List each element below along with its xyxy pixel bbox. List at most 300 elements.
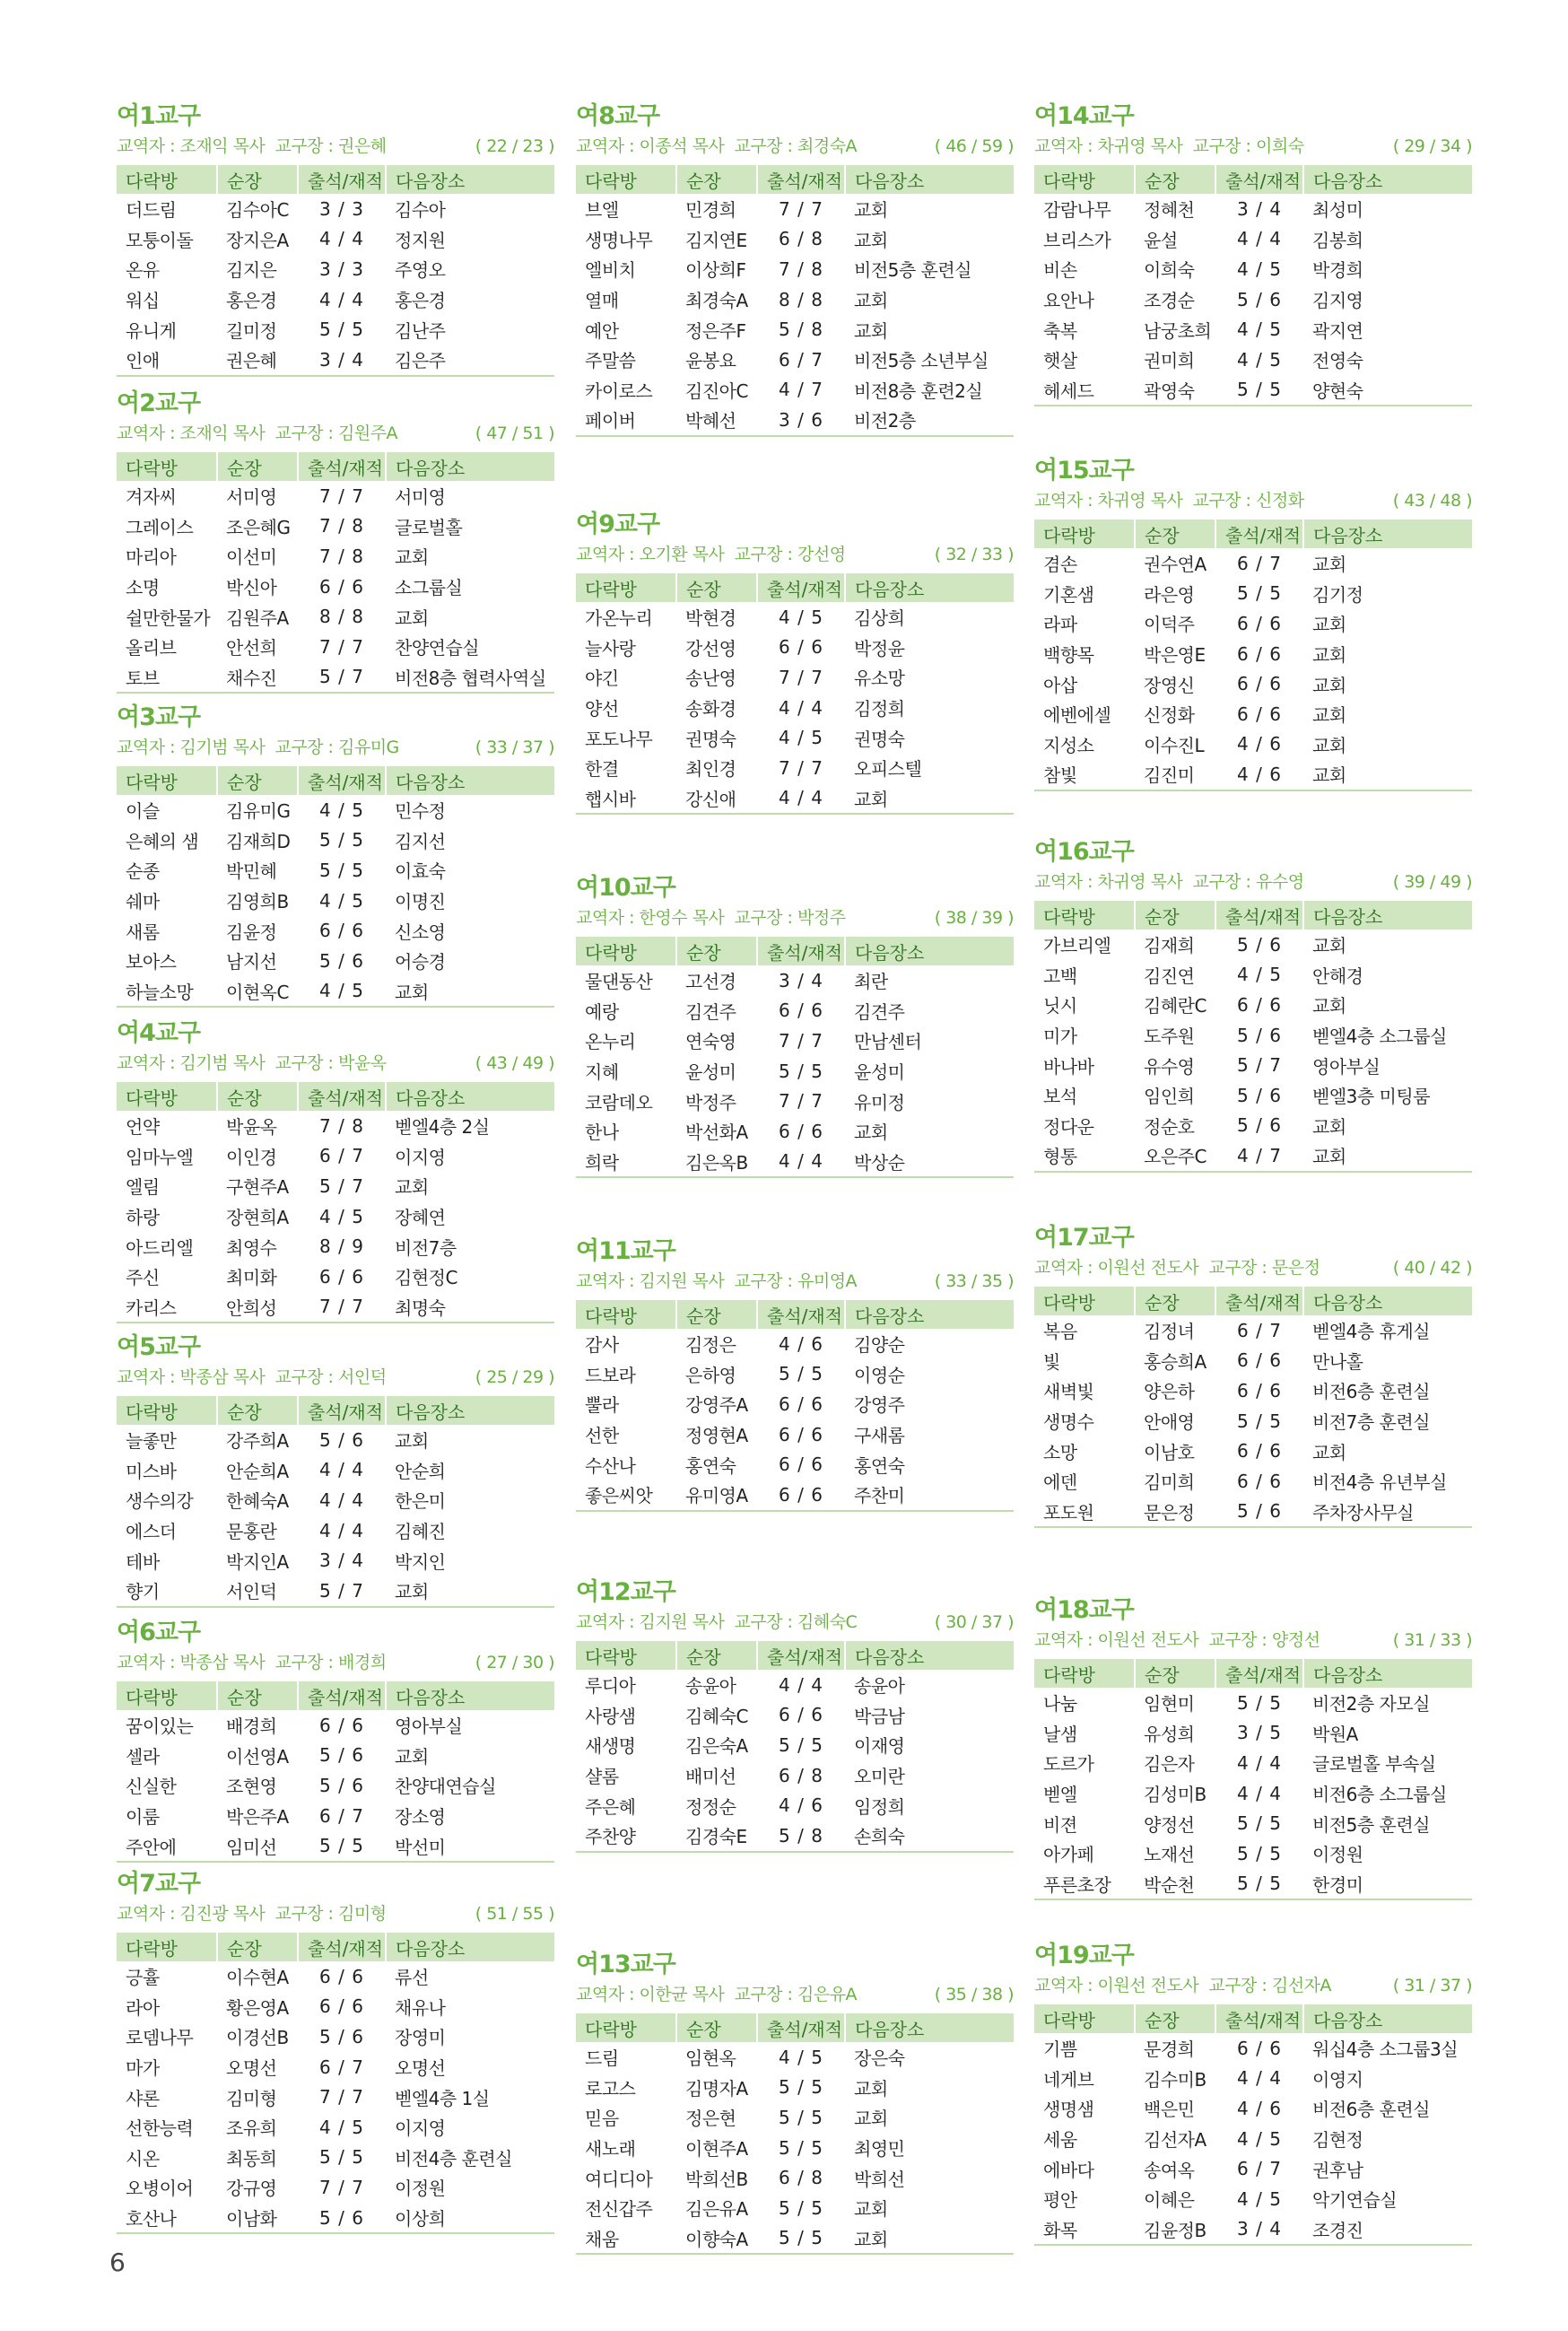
cell-attendance: 5 / 5: [1237, 1691, 1282, 1714]
table-row: [576, 1760, 1014, 1791]
cell-attendance: 6 / 7: [319, 1804, 364, 1827]
header-leader: 순장: [676, 937, 757, 965]
cell-room: 하늘소망: [117, 976, 217, 1008]
cell-leader: 양은하: [1144, 1381, 1195, 1403]
cell-room: 야긴: [585, 668, 619, 690]
cell-next-place: 이정원: [395, 2178, 446, 2200]
cell-room: 워십: [126, 290, 160, 312]
table-row: [576, 1449, 1014, 1480]
cell-leader: 권미희: [1144, 350, 1195, 372]
attendance-ratio: ( 30 / 37 ): [934, 1612, 1014, 1632]
cell-attendance: 6 / 6: [319, 575, 364, 598]
district-staff: [576, 133, 857, 160]
cell-leader: 곽영숙: [1135, 375, 1215, 406]
cell-attendance: 5 / 8: [779, 319, 823, 341]
district-block: [1034, 455, 1472, 791]
cell-leader: 배미선: [685, 1766, 736, 1788]
header-attendance: 출석/재적: [298, 452, 386, 481]
cell-attendance: 5 / 5: [779, 1363, 823, 1385]
cell-attendance: 5 / 7: [319, 1174, 364, 1197]
table-header-row: [117, 1681, 554, 1710]
table-row: [117, 1111, 554, 1141]
cell-next-place: 비전5층 훈련실: [854, 259, 972, 282]
cell-room: 사랑샘: [585, 1705, 636, 1727]
district-table: [117, 1082, 554, 1323]
cell-next-place: 이상희: [386, 2203, 554, 2234]
table-row: [117, 1292, 554, 1323]
table-row: [576, 314, 1014, 345]
attendance-ratio: ( 31 / 37 ): [1392, 1976, 1472, 1995]
cell-leader: 김혜란C: [1144, 995, 1206, 1017]
cell-leader: 채수진: [217, 662, 298, 694]
cell-leader: 한혜숙A: [226, 1490, 289, 1513]
cell-leader: 박윤옥: [226, 1116, 277, 1139]
cell-room: 소명: [126, 577, 160, 599]
table-row: [1034, 1466, 1472, 1497]
cell-leader: 남궁초희: [1144, 319, 1212, 342]
cell-next-place: 윤성미: [854, 1061, 905, 1084]
header-leader: 순장: [676, 573, 757, 602]
cell-leader: 조유희: [226, 2117, 277, 2140]
attendance-ratio: ( 32 / 33 ): [934, 545, 1014, 564]
table-row: [1034, 2124, 1472, 2154]
cell-room: 한나: [585, 1122, 619, 1144]
header-attendance: 출석/재적: [757, 1641, 845, 1670]
cell-attendance: 4 / 6: [1215, 759, 1303, 790]
cell-leader: 송화경: [685, 698, 736, 720]
district-title: 여7교구: [117, 1870, 201, 1898]
cell-room: 오병이어: [126, 2178, 194, 2200]
table-row: [117, 224, 554, 255]
cell-next-place: 교회: [1312, 674, 1346, 696]
cell-next-place: 교회: [854, 1122, 888, 1144]
table-row: [117, 1231, 554, 1262]
cell-room: 가온누리: [585, 607, 653, 630]
header-next-place: 다음장소: [1303, 1659, 1472, 1688]
header-attendance: 출석/재적: [757, 165, 845, 194]
table-row: [1034, 1869, 1472, 1900]
cell-room: 엘림: [126, 1176, 160, 1199]
district-meta: [1034, 1627, 1472, 1654]
cell-attendance: 5 / 6: [1237, 1024, 1282, 1046]
table-row: [1034, 579, 1472, 609]
table-row: [117, 1425, 554, 1455]
cell-attendance: 5 / 5: [779, 1060, 823, 1082]
cell-room: 모퉁이돌: [126, 229, 194, 251]
cell-room: 세움: [1043, 2129, 1077, 2152]
cell-room: 축복: [1043, 319, 1077, 342]
cell-next-place: 김상희: [854, 607, 905, 630]
cell-leader: 김미형: [226, 2087, 277, 2109]
attendance-ratio: ( 43 / 48 ): [1392, 491, 1472, 511]
cell-leader: 이혜은: [1144, 2189, 1195, 2212]
cell-attendance: 4 / 4: [319, 228, 364, 250]
table-row: [1034, 930, 1472, 960]
district-block: [576, 1235, 1014, 1512]
cell-attendance: 4 / 4: [779, 696, 823, 719]
district-block: [117, 1331, 554, 1608]
header-attendance: 출석/재적: [1215, 901, 1303, 930]
cell-leader: 김은숙A: [685, 1735, 748, 1758]
cell-leader: 강주희A: [226, 1430, 289, 1453]
district-title: 여1교구: [117, 102, 201, 130]
cell-attendance: 4 / 5: [1237, 2127, 1282, 2150]
district-pastor: 교역자 : 김지원 목사: [576, 1271, 725, 1291]
cell-next-place: 김혜진: [395, 1521, 446, 1543]
table-row: [576, 633, 1014, 663]
cell-attendance: 6 / 6: [779, 1120, 823, 1142]
cell-attendance: 5 / 5: [319, 2146, 364, 2169]
cell-room: 요안나: [1043, 290, 1094, 312]
header-attendance: 출석/재적: [1215, 519, 1303, 548]
header-room: 다락방: [117, 1396, 217, 1425]
header-attendance: 출석/재적: [1215, 1659, 1303, 1688]
cell-attendance: 6 / 7: [1237, 552, 1282, 574]
cell-next-place: 찬양연습실: [395, 637, 480, 659]
table-row: [576, 753, 1014, 783]
district-block: [1034, 1594, 1472, 1900]
table-row: [576, 2223, 1014, 2255]
table-row: [117, 632, 554, 662]
cell-leader: 라은영: [1144, 583, 1195, 606]
cell-next-place: 류선: [395, 1967, 429, 1989]
cell-room: 아가페: [1043, 1844, 1094, 1866]
cell-leader: 이상희F: [685, 259, 746, 282]
table-row: [1034, 2184, 1472, 2214]
cell-leader: 권은혜: [217, 345, 298, 376]
cell-room: 생명수: [1043, 1411, 1094, 1434]
cell-room: 하랑: [126, 1207, 160, 1229]
district-leader: 교구장 : 박정주: [734, 908, 846, 928]
attendance-ratio: ( 25 / 29 ): [475, 1367, 554, 1387]
cell-leader: 조현영: [226, 1776, 277, 1798]
cell-attendance: 5 / 6: [319, 2025, 364, 2047]
district-title: 여14교구: [1034, 102, 1134, 130]
cell-room: 날샘: [1043, 1723, 1077, 1745]
attendance-ratio: ( 33 / 37 ): [475, 738, 554, 757]
header-attendance: 출석/재적: [757, 573, 845, 602]
table-row: [117, 2052, 554, 2082]
table-row: [1034, 194, 1472, 224]
cell-room: 주신: [126, 1267, 160, 1289]
cell-leader: 배경희: [226, 1716, 277, 1738]
cell-leader: 김지은: [226, 259, 277, 282]
table-row: [576, 1026, 1014, 1056]
cell-attendance: 4 / 5: [1237, 964, 1282, 986]
cell-next-place: 이영순: [854, 1364, 905, 1386]
cell-attendance: 6 / 7: [1237, 1319, 1282, 1341]
cell-leader: 문경희: [1144, 2039, 1195, 2061]
cell-attendance: 6 / 8: [779, 228, 823, 250]
cell-attendance: 3 / 3: [319, 197, 364, 220]
cell-attendance: 7 / 8: [779, 258, 823, 280]
cell-leader: 김진아C: [685, 380, 748, 402]
cell-room: 온유: [126, 259, 160, 282]
district-meta: [576, 904, 1014, 931]
header-room: 다락방: [117, 165, 217, 194]
district-pastor: 교역자 : 이원선 전도사: [1034, 1630, 1199, 1650]
cell-leader: 민경희: [685, 199, 736, 222]
cell-leader: 임현미: [1144, 1693, 1195, 1716]
cell-next-place: 오명선: [395, 2057, 446, 2080]
table-row: [117, 946, 554, 976]
table-row: [1034, 1808, 1472, 1838]
cell-next-place: 벧엘4층 1실: [395, 2087, 490, 2109]
district-leader: 교구장 : 유미영A: [734, 1271, 858, 1291]
cell-room: 포도나무: [585, 728, 653, 750]
header-room: 다락방: [117, 1082, 217, 1111]
header-leader: 순장: [1135, 901, 1215, 930]
cell-attendance: 6 / 6: [319, 1265, 364, 1288]
district-meta: [576, 1609, 1014, 1636]
cell-attendance: 4 / 6: [779, 1332, 823, 1355]
cell-room: 희락: [576, 1147, 676, 1178]
cell-room: 마가: [126, 2057, 160, 2080]
header-room: 다락방: [576, 937, 676, 965]
district-block: [117, 1017, 554, 1323]
cell-next-place: 비전6층 훈련실: [1312, 1381, 1431, 1403]
cell-attendance: 6 / 6: [779, 1392, 823, 1415]
cell-attendance: 6 / 6: [1237, 993, 1282, 1016]
district-pastor: 교역자 : 박종삼 목사: [117, 1653, 266, 1672]
district-meta: [117, 133, 554, 160]
cell-next-place: 만나홀: [1312, 1350, 1363, 1373]
table-row: [576, 2162, 1014, 2193]
cell-leader: 박혜선: [676, 405, 757, 436]
cell-next-place: 교회: [854, 229, 888, 251]
cell-room: 브리스가: [1043, 229, 1111, 251]
cell-room: 코람데오: [585, 1091, 653, 1113]
header-next-place: 다음장소: [845, 2013, 1014, 2042]
cell-leader: 조경순: [1144, 290, 1195, 312]
cell-next-place: 박지인: [395, 1550, 446, 1573]
cell-next-place: 오미란: [854, 1766, 905, 1788]
cell-leader: 김선자A: [1144, 2129, 1206, 2152]
cell-next-place: 교회: [1312, 704, 1346, 727]
cell-leader: 김명자A: [685, 2077, 748, 2100]
cell-next-place: 교회: [1312, 644, 1346, 667]
table-row: [1034, 1315, 1472, 1346]
cell-leader: 김윤정B: [1135, 2214, 1215, 2246]
cell-attendance: 5 / 6: [319, 1744, 364, 1767]
cell-room: 지혜: [585, 1061, 619, 1084]
header-room: 다락방: [1034, 165, 1135, 194]
district-pastor: 교역자 : 차귀영 목사: [1034, 136, 1183, 156]
cell-room: 늘좋만: [126, 1430, 177, 1453]
cell-attendance: 5 / 6: [1215, 1497, 1303, 1528]
cell-next-place: 서미영: [395, 486, 446, 509]
table-row: [576, 783, 1014, 815]
cell-leader: 박정주: [685, 1091, 736, 1113]
district-leader: 교구장 : 박윤옥: [274, 1053, 387, 1073]
cell-leader: 이현주A: [685, 2138, 748, 2161]
cell-leader: 박순천: [1135, 1869, 1215, 1900]
table-row: [1034, 375, 1472, 406]
cell-room: 그레이스: [126, 516, 194, 538]
cell-attendance: 5 / 5: [1237, 582, 1282, 605]
header-next-place: 다음장소: [386, 766, 554, 795]
table-row: [117, 2172, 554, 2203]
table-row: [1034, 699, 1472, 729]
cell-next-place: 최영민: [854, 2138, 905, 2161]
cell-next-place: 주차장사무실: [1303, 1497, 1472, 1528]
cell-next-place: 어승경: [395, 951, 446, 973]
district-table: [1034, 1659, 1472, 1900]
cell-leader: 김재희: [1144, 935, 1195, 957]
cell-leader: 강영주A: [685, 1394, 748, 1417]
cell-room: 복음: [1043, 1321, 1077, 1343]
cell-next-place: 김지선: [395, 830, 446, 852]
district-leader: 교구장 : 양정선: [1208, 1630, 1320, 1650]
cell-next-place: 교회: [1312, 614, 1346, 636]
district-title: 여18교구: [1034, 1596, 1134, 1624]
table-row: [576, 965, 1014, 996]
cell-next-place: 비전2층 자모실: [1312, 1693, 1431, 1716]
cell-room: 라아: [126, 1996, 160, 2019]
header-next-place: 다음장소: [386, 165, 554, 194]
cell-next-place: 이재영: [854, 1735, 905, 1758]
cell-attendance: 7 / 7: [319, 2176, 364, 2198]
attendance-ratio: ( 31 / 33 ): [1392, 1630, 1472, 1650]
table-row: [1034, 2214, 1472, 2246]
attendance-ratio: ( 46 / 59 ): [934, 136, 1014, 156]
cell-room: 신실한: [126, 1776, 177, 1798]
cell-leader: 장영신: [1144, 674, 1195, 696]
table-row: [1034, 1375, 1472, 1406]
table-row: [117, 2203, 554, 2234]
cell-leader: 이향숙A: [676, 2223, 757, 2255]
cell-next-place: 김난주: [395, 319, 446, 342]
cell-attendance: 4 / 5: [1237, 319, 1282, 341]
cell-attendance: 4 / 4: [319, 1489, 364, 1511]
district-table: [117, 165, 554, 377]
cell-leader: 이남호: [1144, 1441, 1195, 1463]
cell-next-place: 김견주: [854, 1000, 905, 1023]
cell-room: 미가: [1043, 1026, 1077, 1048]
header-next-place: 다음장소: [1303, 1287, 1472, 1315]
cell-room: 순종: [126, 860, 160, 883]
cell-attendance: 5 / 5: [298, 1830, 386, 1862]
district-title: 여19교구: [1034, 1942, 1134, 1969]
cell-room: 보석: [1043, 1086, 1077, 1108]
cell-leader: 김성미B: [1144, 1784, 1206, 1806]
district-leader: 교구장 : 문은정: [1208, 1258, 1320, 1278]
table-row: [117, 314, 554, 345]
cell-leader: 임현옥: [685, 2047, 736, 2070]
cell-next-place: 김지영: [1312, 290, 1363, 312]
cell-room: 은혜의 샘: [126, 830, 199, 852]
district-meta: [576, 133, 1014, 160]
cell-next-place: 교회: [395, 546, 429, 569]
cell-attendance: 5 / 5: [779, 2106, 823, 2128]
cell-room: 드보라: [585, 1364, 636, 1386]
table-header-row: [117, 165, 554, 194]
district-title: 여8교구: [576, 102, 660, 130]
header-leader: 순장: [217, 1933, 298, 1961]
district-leader: 교구장 : 배경희: [274, 1653, 387, 1672]
cell-room: 참빛: [1034, 759, 1135, 790]
table-row: [576, 194, 1014, 224]
header-next-place: 다음장소: [845, 165, 1014, 194]
cell-next-place: 박원A: [1312, 1723, 1358, 1745]
district-table: [1034, 165, 1472, 406]
cell-attendance: 4 / 5: [1237, 2187, 1282, 2210]
cell-leader: 이수현A: [226, 1967, 289, 1989]
cell-attendance: 7 / 7: [319, 2086, 364, 2108]
district-staff: [576, 1981, 857, 2008]
table-row: [117, 1801, 554, 1831]
cell-leader: 정순호: [1144, 1115, 1195, 1138]
attendance-ratio: ( 22 / 23 ): [475, 136, 554, 156]
cell-next-place: 안해경: [1312, 965, 1363, 987]
header-next-place: 다음장소: [845, 1300, 1014, 1329]
table-header-row: [117, 1082, 554, 1111]
cell-leader: 도주원: [1144, 1026, 1195, 1048]
cell-leader: 문홍란: [226, 1521, 277, 1543]
table-row: [576, 405, 1014, 436]
district-table: [1034, 1287, 1472, 1528]
cell-next-place: 악기연습실: [1312, 2189, 1398, 2212]
cell-next-place: 비전2층: [845, 405, 1014, 436]
header-room: 다락방: [117, 452, 217, 481]
cell-next-place: 최명숙: [386, 1292, 554, 1323]
cell-attendance: 6 / 7: [319, 2056, 364, 2078]
district-table: [576, 2013, 1014, 2255]
table-row: [1034, 1111, 1472, 1141]
table-row: [117, 855, 554, 886]
table-row: [117, 194, 554, 224]
cell-leader: 이인경: [226, 1146, 277, 1168]
cell-room: 도르가: [1043, 1753, 1094, 1776]
cell-leader: 송윤아: [685, 1675, 736, 1698]
district-meta: [1034, 1254, 1472, 1281]
cell-room: 엘비치: [585, 259, 636, 282]
table-row: [576, 1359, 1014, 1390]
cell-attendance: 7 / 8: [319, 545, 364, 567]
cell-attendance: 4 / 4: [757, 1147, 845, 1178]
table-row: [1034, 1688, 1472, 1718]
cell-room: 겸손: [1043, 554, 1077, 576]
table-header-row: [117, 1933, 554, 1961]
cell-attendance: 4 / 5: [319, 889, 364, 912]
cell-attendance: 7 / 7: [779, 756, 823, 779]
district-title: 여11교구: [576, 1237, 675, 1265]
cell-next-place: 비전6층 소그룹실: [1312, 1784, 1447, 1806]
attendance-ratio: ( 43 / 49 ): [475, 1053, 554, 1073]
cell-attendance: 3 / 4: [1215, 2214, 1303, 2246]
cell-leader: 유미영A: [676, 1480, 757, 1511]
cell-room: 셀라: [126, 1745, 160, 1768]
cell-leader: 서인덕: [217, 1576, 298, 1607]
district-pastor: 교역자 : 차귀영 목사: [1034, 872, 1183, 892]
cell-leader: 양정선: [1144, 1813, 1195, 1836]
cell-room: 올리브: [126, 637, 177, 659]
table-row: [1034, 2064, 1472, 2094]
cell-next-place: 이정원: [1312, 1844, 1363, 1866]
cell-room: 늘사랑: [585, 637, 636, 659]
cell-attendance: 6 / 6: [779, 636, 823, 659]
table-row: [576, 1820, 1014, 1852]
district-block: [1034, 836, 1472, 1173]
header-next-place: 다음장소: [1303, 519, 1472, 548]
district-table: [117, 1933, 554, 2234]
cell-room: 화목: [1034, 2214, 1135, 2246]
district-title: 여4교구: [117, 1019, 201, 1047]
cell-next-place: 조경진: [1303, 2214, 1472, 2246]
table-row: [576, 1056, 1014, 1087]
cell-attendance: 4 / 4: [757, 783, 845, 815]
table-row: [117, 511, 554, 542]
